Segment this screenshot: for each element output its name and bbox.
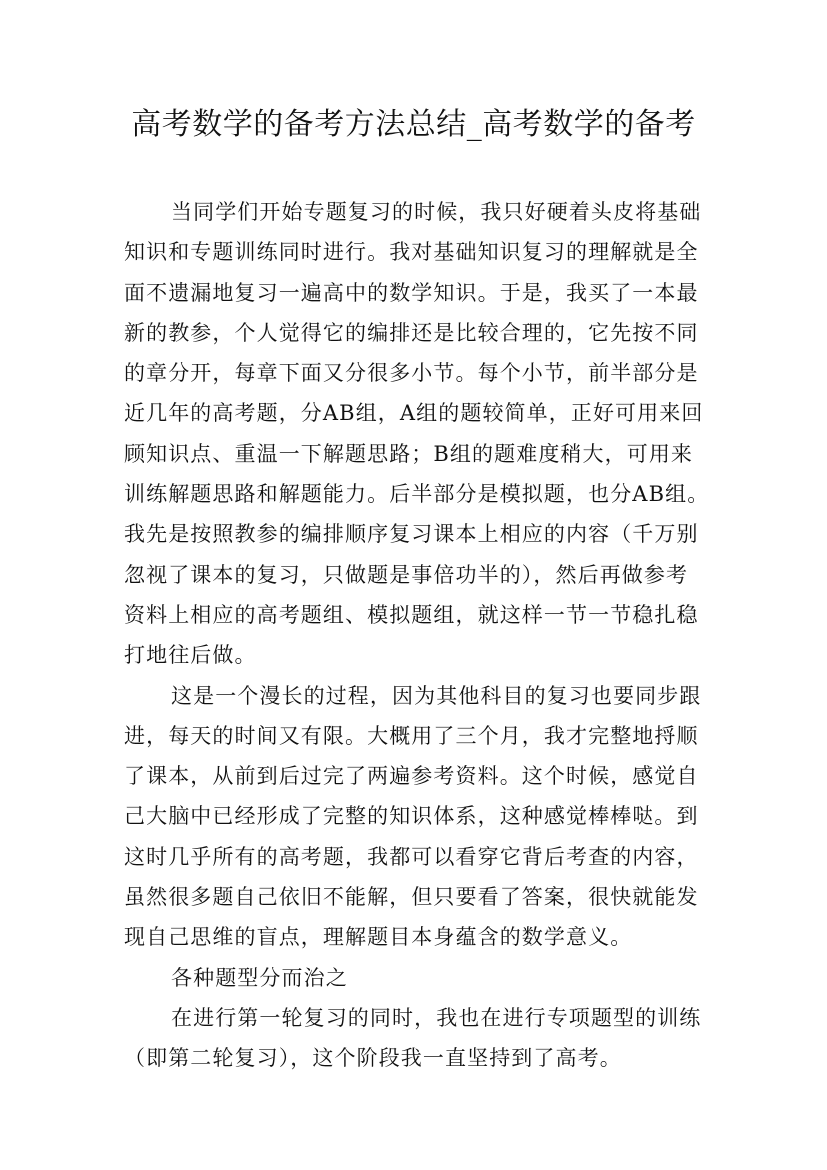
text-line: 资料上相应的高考题组、模拟题组，就这样一节一节稳扎稳 [124,602,699,627]
text-line: 这是一个漫长的过程，因为其他科目的复习也要同步跟 [171,683,702,708]
text-line: （即第二轮复习），这个阶段我一直坚持到了高考。 [124,1046,622,1071]
text-line: 己大脑中已经形成了完整的知识体系，这种感觉棒棒哒。到 [124,804,699,829]
document-body [124,192,714,1079]
document-title: 高考数学的备考方法总结_高考数学的备考 [131,107,696,142]
text-line: 虽然很多题自己依旧不能解，但只要看了答案，很快就能发 [124,885,699,910]
text-line: 当同学们开始专题复习的时候，我只好硬着头皮将基础 [171,200,702,224]
text-line: 训练解题思路和解题能力。后半部分是模拟题，也分AB组。 [124,482,710,507]
text-line: 知识和专题训练同时进行。我对基础知识复习的理解就是全 [124,240,699,265]
text-line: 新的教参，个人觉得它的编排还是比较合理的，它先按不同 [124,320,699,345]
text-line: 进，每天的时间又有限。大概用了三个月，我才完整地捋顺 [124,723,699,748]
text-line: 我先是按照教参的编排顺序复习课本上相应的内容（千万别 [124,522,699,547]
text-line: 了课本，从前到后过完了两遍参考资料。这个时候，感觉自 [124,764,699,789]
text-line: 现自己思维的盲点，理解题目本身蕴含的数学意义。 [124,925,633,950]
text-line: 打地往后做。 [124,643,257,668]
text-line: 忽视了课本的复习，只做题是事倍功半的），然后再做参考 [124,562,689,587]
text-line: 顾知识点、重温一下解题思路；B组的题难度稍大，可用来 [124,441,694,466]
text-line: 近几年的高考题，分AB组，A组的题较简单，正好可用来回 [124,401,704,426]
text-line: 这时几乎所有的高考题，我都可以看穿它背后考查的内容， [124,844,699,869]
text-line: 面不遗漏地复习一遍高中的数学知识。于是，我买了一本最 [124,280,699,305]
text-line: 各种题型分而治之 [171,965,348,990]
text-line: 在进行第一轮复习的同时，我也在进行专项题型的训练 [171,1005,702,1030]
text-line: 的章分开，每章下面又分很多小节。每个小节，前半部分是 [124,361,699,386]
